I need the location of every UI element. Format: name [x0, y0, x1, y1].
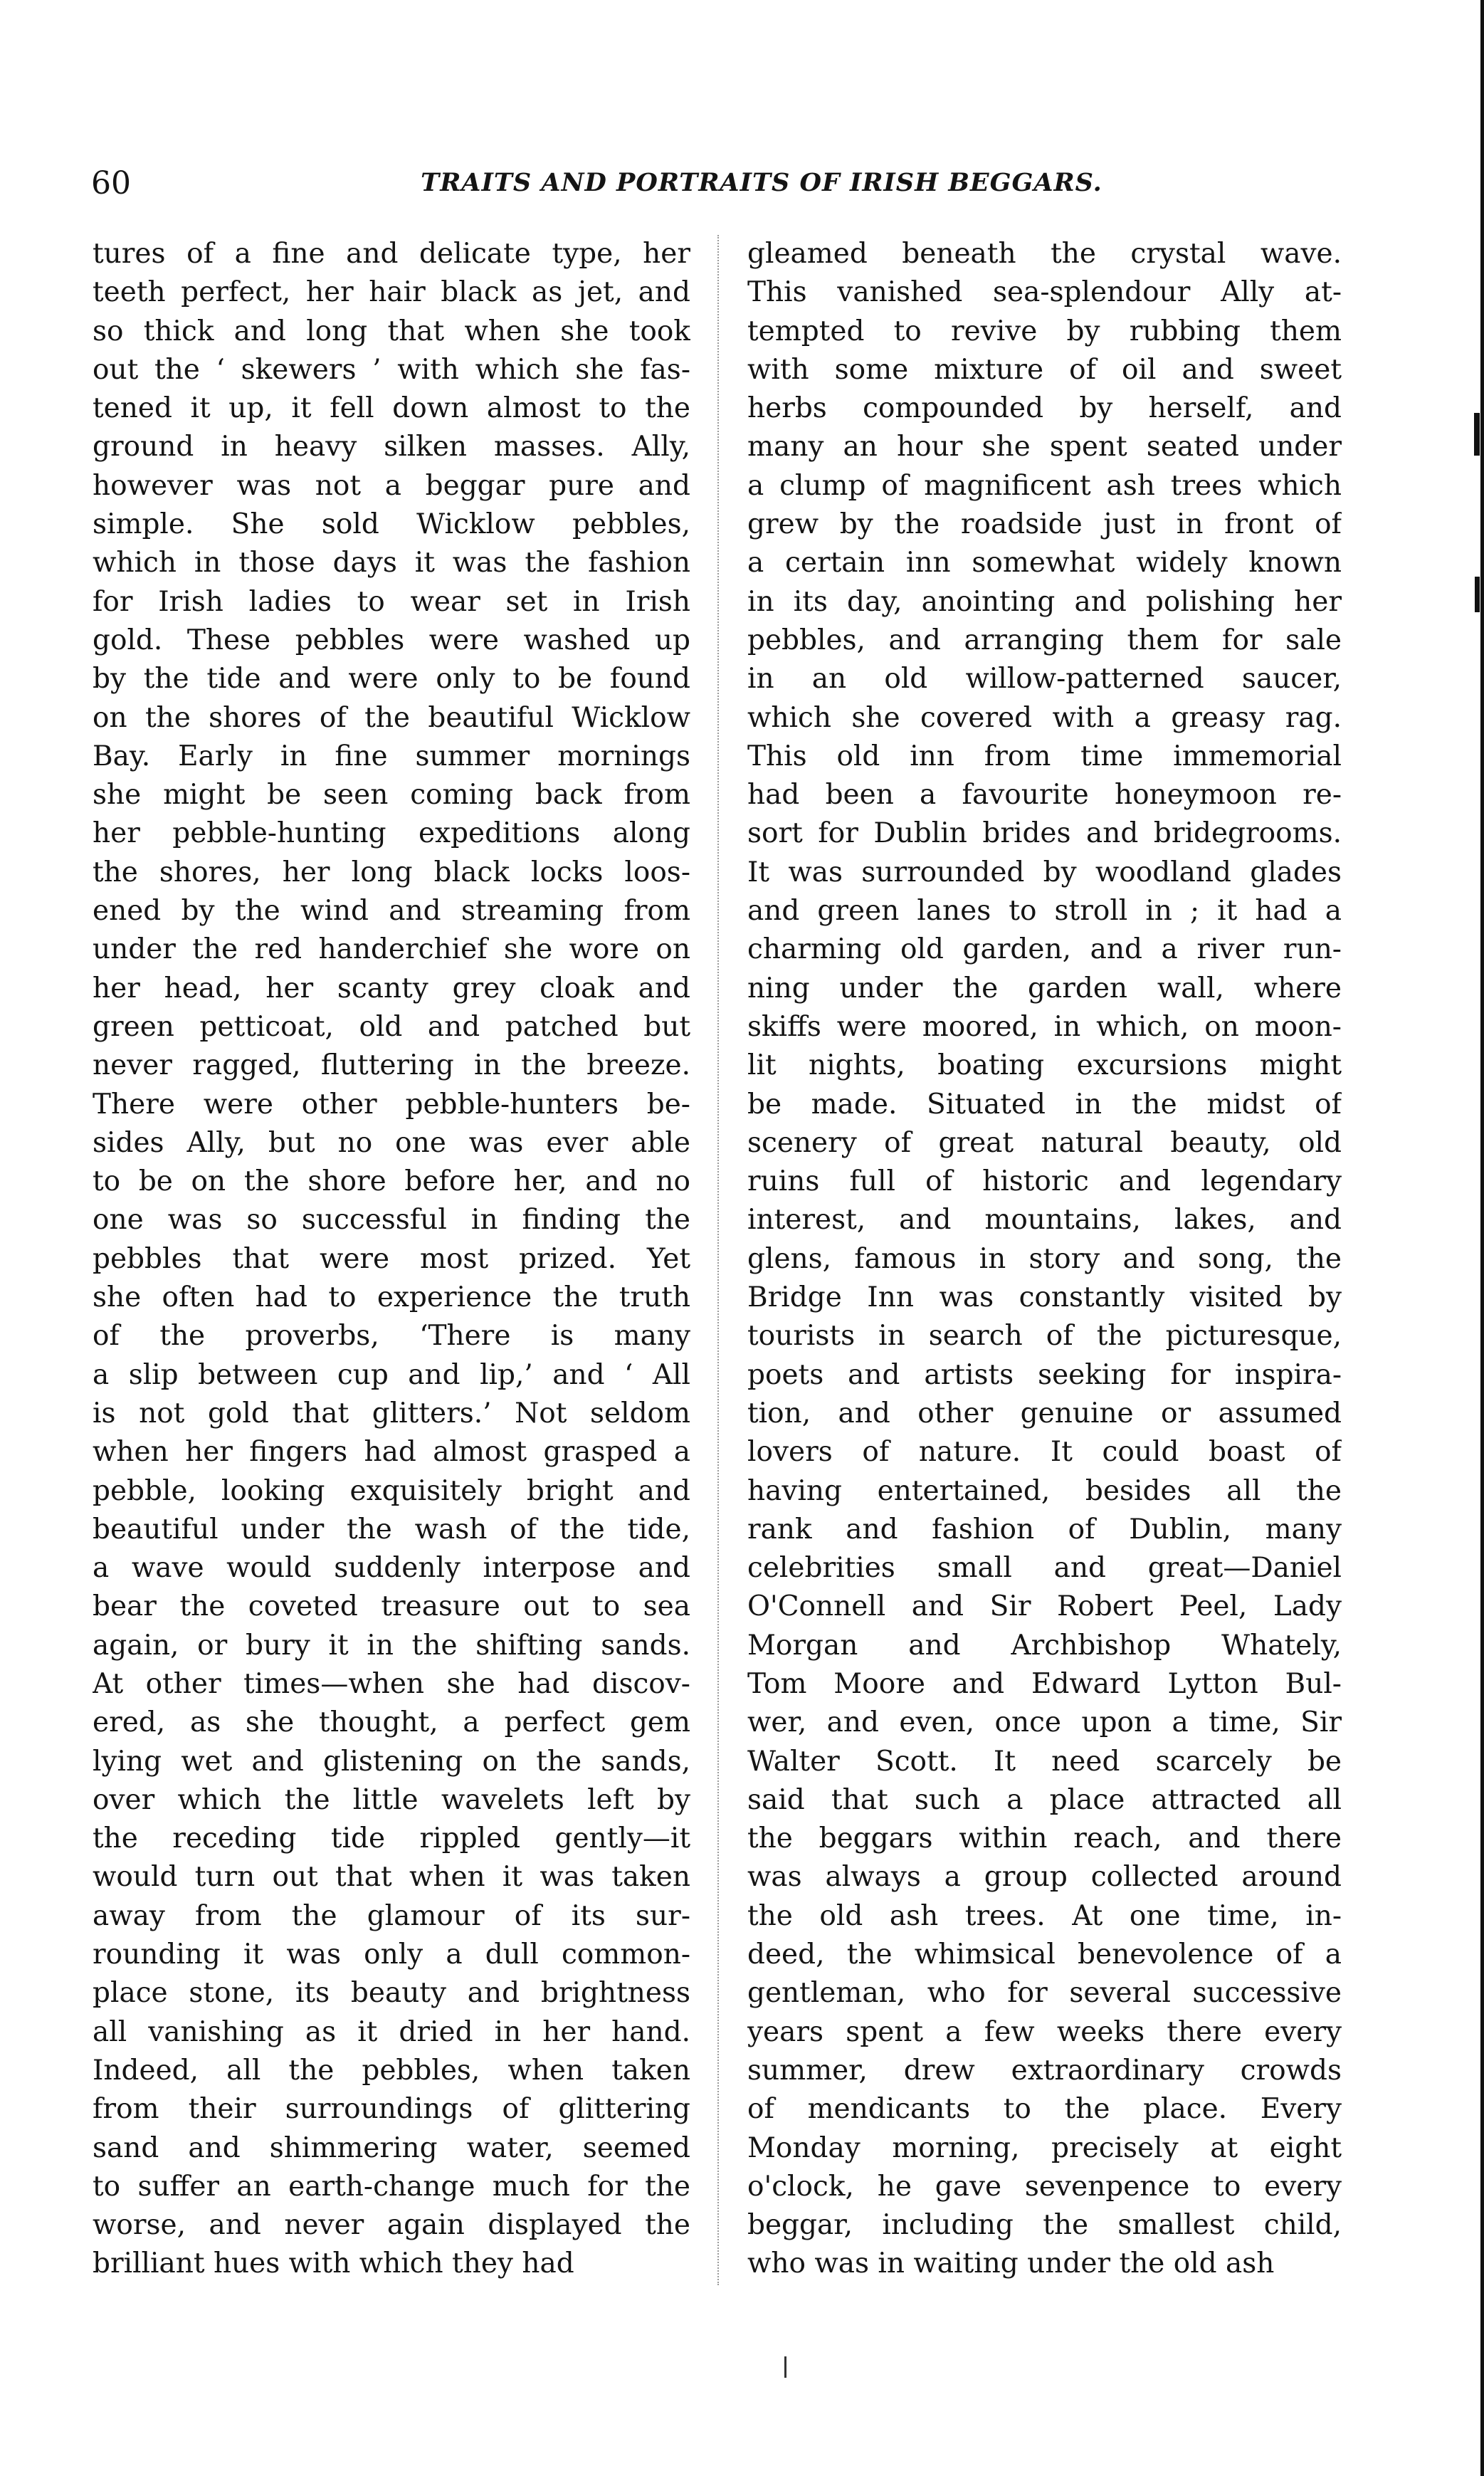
- text-line: interest, and mountains, lakes, and: [747, 1204, 1342, 1237]
- text-line: o'clock, he gave sevenpence to every: [747, 2170, 1342, 2203]
- text-line: brilliant hues with which they had: [93, 2247, 574, 2280]
- text-line: grew by the roadside just in front of: [747, 508, 1342, 541]
- column-divider: [717, 235, 719, 2285]
- text-line: gleamed beneath the crystal wave.: [747, 238, 1342, 270]
- text-line: pebble, looking exquisitely bright and: [93, 1474, 690, 1507]
- text-line: green petticoat, old and patched but: [93, 1010, 690, 1043]
- text-line: so thick and long that when she took: [93, 315, 690, 347]
- text-line: ning under the garden wall, where: [747, 972, 1342, 1004]
- text-line: Tom Moore and Edward Lytton Bul-: [747, 1667, 1342, 1700]
- text-line: having entertained, besides all the: [747, 1474, 1342, 1507]
- text-line: Indeed, all the pebbles, when taken: [93, 2054, 690, 2087]
- text-line: Morgan and Archbishop Whately,: [747, 1629, 1342, 1662]
- text-line: lovers of nature. It could boast of: [747, 1436, 1342, 1469]
- text-line: deed, the whimsical benevolence of a: [747, 1939, 1342, 1971]
- text-line: many an hour she spent seated under: [747, 431, 1342, 463]
- page-binding-edge: [1480, 0, 1484, 2476]
- text-line: tion, and other genuine or assumed: [747, 1397, 1342, 1430]
- page-number: 60: [91, 165, 131, 201]
- text-line: sand and shimmering water, seemed: [93, 2131, 690, 2164]
- text-line: would turn out that when it was taken: [93, 1861, 690, 1894]
- text-line: Walter Scott. It need scarcely be: [747, 1745, 1342, 1778]
- text-line: with some mixture of oil and sweet: [747, 353, 1342, 386]
- text-line: be made. Situated in the midst of: [747, 1088, 1342, 1121]
- text-line: in an old willow-patterned saucer,: [747, 663, 1342, 696]
- text-line: bear the coveted treasure out to sea: [93, 1590, 690, 1623]
- text-line: she might be seen coming back from: [93, 779, 690, 812]
- text-line: who was in waiting under the old ash: [747, 2247, 1275, 2280]
- text-line: to suffer an earth-change much for the: [93, 2170, 690, 2203]
- text-line: This old inn from time immemorial: [747, 740, 1342, 772]
- text-line: charming old garden, and a river run-: [747, 933, 1342, 966]
- text-line: to be on the shore before her, and no: [93, 1165, 690, 1198]
- text-line: her pebble-hunting expeditions along: [93, 817, 690, 850]
- text-line: over which the little wavelets left by: [93, 1783, 690, 1816]
- text-line: gold. These pebbles were washed up: [93, 624, 690, 656]
- text-line: the shores, her long black locks loos-: [93, 856, 690, 888]
- text-line: under the red handerchief she wore on: [93, 933, 690, 966]
- text-line: in its day, anointing and polishing her: [747, 585, 1342, 618]
- left-text-column: [93, 235, 690, 2284]
- text-line: skiffs were moored, in which, on moon-: [747, 1010, 1342, 1043]
- text-line: This vanished sea-splendour Ally at-: [747, 276, 1342, 309]
- text-line: pebbles that were most prized. Yet: [93, 1242, 690, 1275]
- text-line: by the tide and were only to be found: [93, 663, 690, 696]
- text-line: lying wet and glistening on the sands,: [93, 1745, 690, 1778]
- text-line: At other times—when she had discov-: [93, 1667, 690, 1700]
- text-line: the beggars within reach, and there: [747, 1822, 1342, 1855]
- text-line: sort for Dublin brides and bridegrooms.: [747, 817, 1342, 850]
- text-line: simple. She sold Wicklow pebbles,: [93, 508, 690, 541]
- text-line: place stone, its beauty and brightness: [93, 1977, 690, 2010]
- text-line: ground in heavy silken masses. Ally,: [93, 431, 690, 463]
- text-line: O'Connell and Sir Robert Peel, Lady: [747, 1590, 1342, 1623]
- text-line: when her fingers had almost grasped a: [93, 1436, 690, 1469]
- text-line: There were other pebble-hunters be-: [93, 1088, 690, 1121]
- text-line: pebbles, and arranging them for sale: [747, 624, 1342, 656]
- text-line: is not gold that glitters.’ Not seldom: [93, 1397, 690, 1430]
- text-line: tened it up, it fell down almost to the: [93, 392, 690, 425]
- text-line: lit nights, boating excursions might: [747, 1049, 1342, 1082]
- text-line: a slip between cup and lip,’ and ‘ All: [93, 1358, 690, 1391]
- text-line: for Irish ladies to wear set in Irish: [93, 585, 690, 618]
- text-line: ruins full of historic and legendary: [747, 1165, 1342, 1198]
- text-line: tempted to revive by rubbing them: [747, 315, 1342, 347]
- text-line: a wave would suddenly interpose and: [93, 1552, 690, 1585]
- text-line: was always a group collected around: [747, 1861, 1342, 1894]
- text-line: had been a favourite honeymoon re-: [747, 779, 1342, 812]
- right-text-column: [747, 235, 1342, 2284]
- text-line: and green lanes to stroll in ; it had a: [747, 895, 1342, 928]
- text-line: tourists in search of the picturesque,: [747, 1320, 1342, 1353]
- text-line: her head, her scanty grey cloak and: [93, 972, 690, 1004]
- text-line: tures of a fine and delicate type, her: [93, 238, 690, 270]
- text-line: said that such a place attracted all: [747, 1783, 1342, 1816]
- text-line: It was surrounded by woodland glades: [747, 856, 1342, 888]
- text-line: of mendicants to the place. Every: [747, 2093, 1342, 2126]
- text-line: sides Ally, but no one was ever able: [93, 1126, 690, 1159]
- text-line: the receding tide rippled gently—it: [93, 1822, 690, 1855]
- text-line: herbs compounded by herself, and: [747, 392, 1342, 425]
- text-line: scenery of great natural beauty, old: [747, 1126, 1342, 1159]
- text-line: Bay. Early in fine summer mornings: [93, 740, 690, 772]
- text-line: which she covered with a greasy rag.: [747, 701, 1342, 734]
- text-line: ered, as she thought, a perfect gem: [93, 1706, 690, 1739]
- text-line: worse, and never again displayed the: [93, 2209, 690, 2242]
- text-line: years spent a few weeks there every: [747, 2015, 1342, 2048]
- text-line: all vanishing as it dried in her hand.: [93, 2015, 690, 2048]
- text-line: rounding it was only a dull common-: [93, 1939, 690, 1971]
- text-line: glens, famous in story and song, the: [747, 1242, 1342, 1275]
- text-line: away from the glamour of its sur-: [93, 1899, 690, 1932]
- text-line: a certain inn somewhat widely known: [747, 547, 1342, 579]
- text-line: from their surroundings of glittering: [93, 2093, 690, 2126]
- running-head: TRAITS AND PORTRAITS OF IRISH BEGGARS.: [421, 168, 1103, 197]
- text-line: one was so successful in finding the: [93, 1204, 690, 1237]
- text-line: she often had to experience the truth: [93, 1281, 690, 1314]
- text-line: poets and artists seeking for inspira-: [747, 1358, 1342, 1391]
- text-line: celebrities small and great—Daniel: [747, 1552, 1342, 1585]
- text-line: beggar, including the smallest child,: [747, 2209, 1342, 2242]
- text-line: summer, drew extraordinary crowds: [747, 2054, 1342, 2087]
- binding-mark: [1475, 577, 1480, 612]
- binding-mark: [1474, 413, 1480, 456]
- print-mark: [784, 2356, 786, 2378]
- text-line: a clump of magnificent ash trees which: [747, 469, 1342, 502]
- text-line: beautiful under the wash of the tide,: [93, 1513, 690, 1546]
- text-line: the old ash trees. At one time, in-: [747, 1899, 1342, 1932]
- text-line: of the proverbs, ‘There is many: [93, 1320, 690, 1353]
- text-line: which in those days it was the fashion: [93, 547, 690, 579]
- text-line: Monday morning, precisely at eight: [747, 2131, 1342, 2164]
- text-line: out the ‘ skewers ’ with which she fas-: [93, 353, 690, 386]
- text-line: ened by the wind and streaming from: [93, 895, 690, 928]
- text-line: however was not a beggar pure and: [93, 469, 690, 502]
- text-line: on the shores of the beautiful Wicklow: [93, 701, 690, 734]
- text-line: gentleman, who for several successive: [747, 1977, 1342, 2010]
- text-line: never ragged, fluttering in the breeze.: [93, 1049, 690, 1082]
- text-line: rank and fashion of Dublin, many: [747, 1513, 1342, 1546]
- text-line: wer, and even, once upon a time, Sir: [747, 1706, 1342, 1739]
- text-line: Bridge Inn was constantly visited by: [747, 1281, 1342, 1314]
- text-line: again, or bury it in the shifting sands.: [93, 1629, 690, 1662]
- text-line: teeth perfect, her hair black as jet, and: [93, 276, 690, 309]
